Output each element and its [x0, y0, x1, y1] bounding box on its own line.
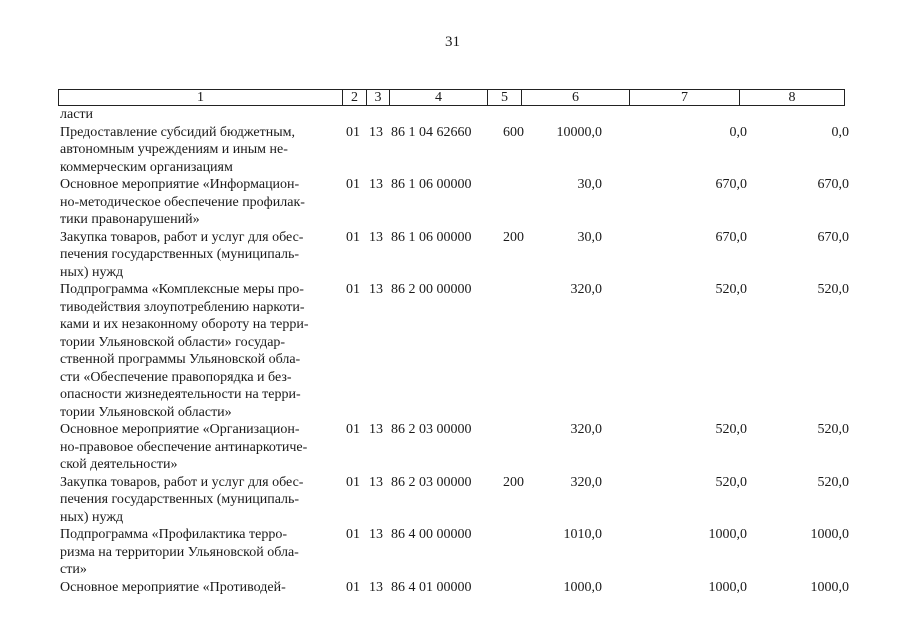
table-row: [0, 421, 905, 474]
row-value-col6: 30,0: [577, 177, 602, 192]
row-value-col6: 320,0: [570, 474, 602, 490]
row-value-col8: 520,0: [817, 422, 849, 437]
row-target-code: 86 1 06 00000: [391, 177, 472, 192]
row-section: 01: [346, 474, 360, 490]
header-col-8: 8: [788, 90, 796, 105]
row-subsection: 13: [369, 282, 383, 297]
table-row: [0, 579, 905, 597]
row-section: 01: [346, 527, 360, 542]
row-value-col6: 1000,0: [563, 579, 602, 595]
row-value-col8: 0,0: [831, 124, 849, 140]
row-value-col8: 1000,0: [810, 579, 849, 595]
header-col-2: 2: [343, 90, 367, 105]
row-name: Основное мероприятие «Информацион- но-методическое обеспечение профилак- тики правонарушений»: [60, 177, 305, 227]
row-subsection: 13: [369, 474, 383, 490]
header-col-4: 4: [390, 90, 488, 105]
table-body: [0, 106, 905, 596]
continuation-row: [0, 106, 905, 124]
row-section: 01: [346, 229, 360, 245]
row-target-code: 86 4 01 00000: [391, 579, 472, 595]
row-name: Закупка товаров, работ и услуг для обес- печения государственных (муниципаль- ных) нужд: [60, 229, 304, 280]
row-section: 01: [346, 282, 360, 297]
row-value-col6: 1010,0: [563, 527, 602, 542]
table-row: [0, 229, 905, 282]
row-name: Основное мероприятие «Организацион- но-правовое обеспечение антинаркотиче- ской деятельности»: [60, 422, 308, 472]
row-name: Основное мероприятие «Противодей-: [60, 579, 286, 595]
row-expense-type: 200: [503, 229, 524, 245]
table-row: [0, 124, 905, 177]
row-subsection: 13: [369, 177, 383, 192]
header-col-3: 3: [367, 90, 390, 105]
row-value-col7: 0,0: [729, 124, 747, 140]
row-name: Закупка товаров, работ и услуг для обес- печения государственных (муниципаль- ных) нужд: [60, 474, 304, 525]
row-value-col7: 520,0: [715, 474, 747, 490]
row-expense-type: 600: [503, 124, 524, 140]
row-value-col8: 1000,0: [810, 527, 849, 542]
row-subsection: 13: [369, 422, 383, 437]
table-row: [0, 526, 905, 579]
row-value-col7: 1000,0: [708, 579, 747, 595]
row-subsection: 13: [369, 527, 383, 542]
row-value-col6: 30,0: [577, 229, 602, 245]
table-row: [0, 176, 905, 229]
row-target-code: 86 2 03 00000: [391, 474, 472, 490]
row-value-col8: 520,0: [817, 474, 849, 490]
row-name: Подпрограмма «Профилактика терро- ризма на территории Ульяновской обла- сти»: [60, 527, 299, 577]
row-subsection: 13: [369, 229, 383, 245]
row-target-code: 86 1 04 62660: [391, 124, 472, 140]
row-expense-type: [497, 526, 537, 579]
table-row: [0, 474, 905, 527]
row-expense-type: [497, 176, 537, 229]
row-expense-type: [497, 421, 537, 474]
row-section: 01: [346, 124, 360, 140]
row-section: 01: [346, 579, 360, 595]
row-value-col7: 670,0: [715, 229, 747, 245]
row-value-col6: 10000,0: [556, 124, 602, 140]
row-value-col8: 520,0: [817, 282, 849, 297]
row-name: ласти: [60, 107, 94, 122]
row-value-col8: 670,0: [817, 229, 849, 245]
row-subsection: 13: [369, 579, 383, 595]
page-number: 31: [445, 34, 460, 50]
row-value-col8: 670,0: [817, 177, 849, 192]
row-section: 01: [346, 422, 360, 437]
row-value-col6: 320,0: [570, 282, 602, 297]
row-section: 01: [346, 177, 360, 192]
row-value-col7: 520,0: [715, 282, 747, 297]
row-expense-type: [497, 579, 537, 597]
row-value-col7: 1000,0: [708, 527, 747, 542]
header-col-5: 5: [488, 90, 522, 105]
table-header: [58, 89, 845, 106]
header-col-6: 6: [522, 90, 630, 105]
row-expense-type: 200: [503, 474, 524, 490]
row-name: Подпрограмма «Комплексные меры про- тиводействия злоупотреблению наркоти- ками и их незаконному обороту на терри- тории Ульяновской области» государ- ственной программы Ульяновской обла- сти «Обеспечение правопорядка и без- опасности жизнедеятельности на терри- тории Ульяновской области»: [60, 282, 309, 420]
table-row: [0, 281, 905, 421]
row-target-code: 86 2 03 00000: [391, 422, 472, 437]
row-expense-type: [497, 281, 537, 421]
row-value-col6: 320,0: [570, 422, 602, 437]
row-value-col7: 670,0: [715, 177, 747, 192]
row-subsection: 13: [369, 124, 383, 140]
row-name: Предоставление субсидий бюджетным, автономным учреждениям и иным не- коммерческим организациям: [60, 124, 296, 175]
header-col-7: 7: [630, 90, 740, 105]
row-target-code: 86 4 00 00000: [391, 527, 472, 542]
row-value-col7: 520,0: [715, 422, 747, 437]
row-target-code: 86 1 06 00000: [391, 229, 472, 245]
header-col-1: 1: [59, 90, 343, 105]
row-target-code: 86 2 00 00000: [391, 282, 472, 297]
